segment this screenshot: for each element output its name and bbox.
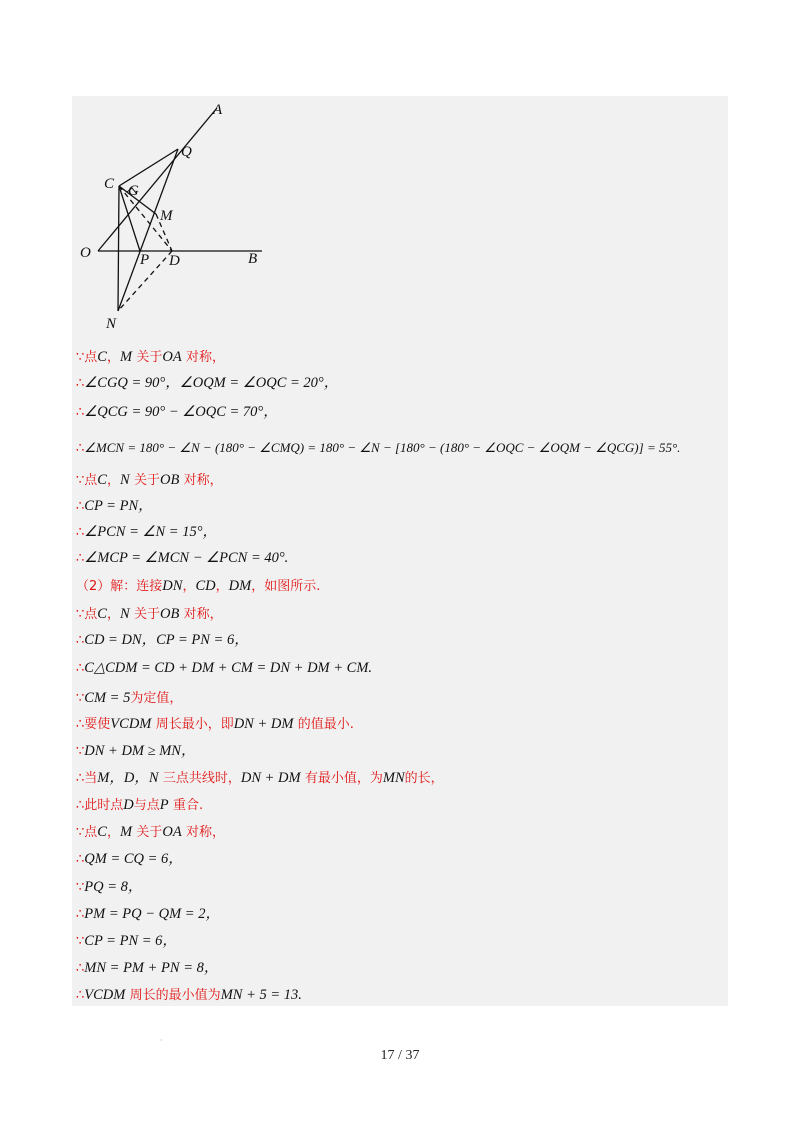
solution-line-24: ∴VCDM 周长的最小值为MN + 5 = 13. — [76, 987, 302, 1003]
solution-line-1: ∵点C，M 关于OA 对称， — [76, 349, 226, 365]
solution-line-10: ∵点C，N 关于OB 对称， — [76, 606, 223, 622]
label-a: A — [213, 102, 223, 118]
solution-line-14: ∴要使VCDM 周长最小，即DN + DM 的值最小. — [76, 716, 354, 732]
label-o: O — [80, 245, 91, 261]
label-c: C — [104, 176, 115, 192]
geometry-diagram — [72, 96, 292, 346]
solution-line-11: ∴CD = DN，CP = PN = 6， — [76, 632, 249, 648]
solution-line-12: ∴C△CDM = CD + DM + CM = DN + DM + CM. — [76, 660, 373, 676]
solution-line-5: ∵点C，N 关于OB 对称， — [76, 472, 223, 488]
label-p: P — [140, 252, 150, 268]
page-number: 17 / 37 — [380, 1048, 420, 1063]
solution-line-8: ∴∠MCP = ∠MCN − ∠PCN = 40°. — [76, 550, 289, 566]
label-q: Q — [181, 144, 192, 160]
solution-line-20: ∵PQ = 8， — [76, 879, 143, 895]
solution-line-22: ∵CP = PN = 6， — [76, 933, 177, 949]
solution-line-6: ∴CP = PN， — [76, 498, 153, 514]
label-m: M — [160, 208, 173, 224]
solution-line-17: ∴此时点D与点P 重合. — [76, 797, 204, 813]
solution-line-15: ∵DN + DM ≥ MN， — [76, 743, 196, 759]
solution-line-16: ∴当M，D，N 三点共线时，DN + DM 有最小值，为MN的长， — [76, 770, 444, 786]
label-g: G — [128, 183, 139, 199]
solution-line-7: ∴∠PCN = ∠N = 15°， — [76, 524, 218, 540]
ray-oa — [98, 108, 217, 251]
solution-line-4: ∴∠MCN = 180° − ∠N − (180° − ∠CMQ) = 180° − ∠N − [180° − (180° − ∠OQC − ∠OQM − ∠QCG)] = 55°. — [76, 440, 681, 456]
solution-line-23: ∴MN = PM + PN = 8， — [76, 960, 219, 976]
solution-line-21: ∴PM = PQ − QM = 2， — [76, 906, 220, 922]
solution-line-3: ∴∠QCG = 90° − ∠OQC = 70°， — [76, 404, 278, 420]
part-2-header: （2）解：连接DN，CD，DM，如图所示. — [76, 578, 321, 594]
label-b: B — [248, 251, 258, 267]
solution-line-2: ∴∠CGQ = 90°，∠OQM = ∠OQC = 20°， — [76, 375, 339, 391]
label-d: D — [169, 253, 180, 269]
solution-line-18: ∵点C，M 关于OA 对称， — [76, 824, 226, 840]
solution-line-13: ∵CM = 5为定值， — [76, 690, 183, 706]
label-n: N — [106, 316, 117, 332]
stray-dot: · — [160, 1036, 163, 1045]
solution-line-19: ∴QM = CQ = 6， — [76, 851, 183, 867]
